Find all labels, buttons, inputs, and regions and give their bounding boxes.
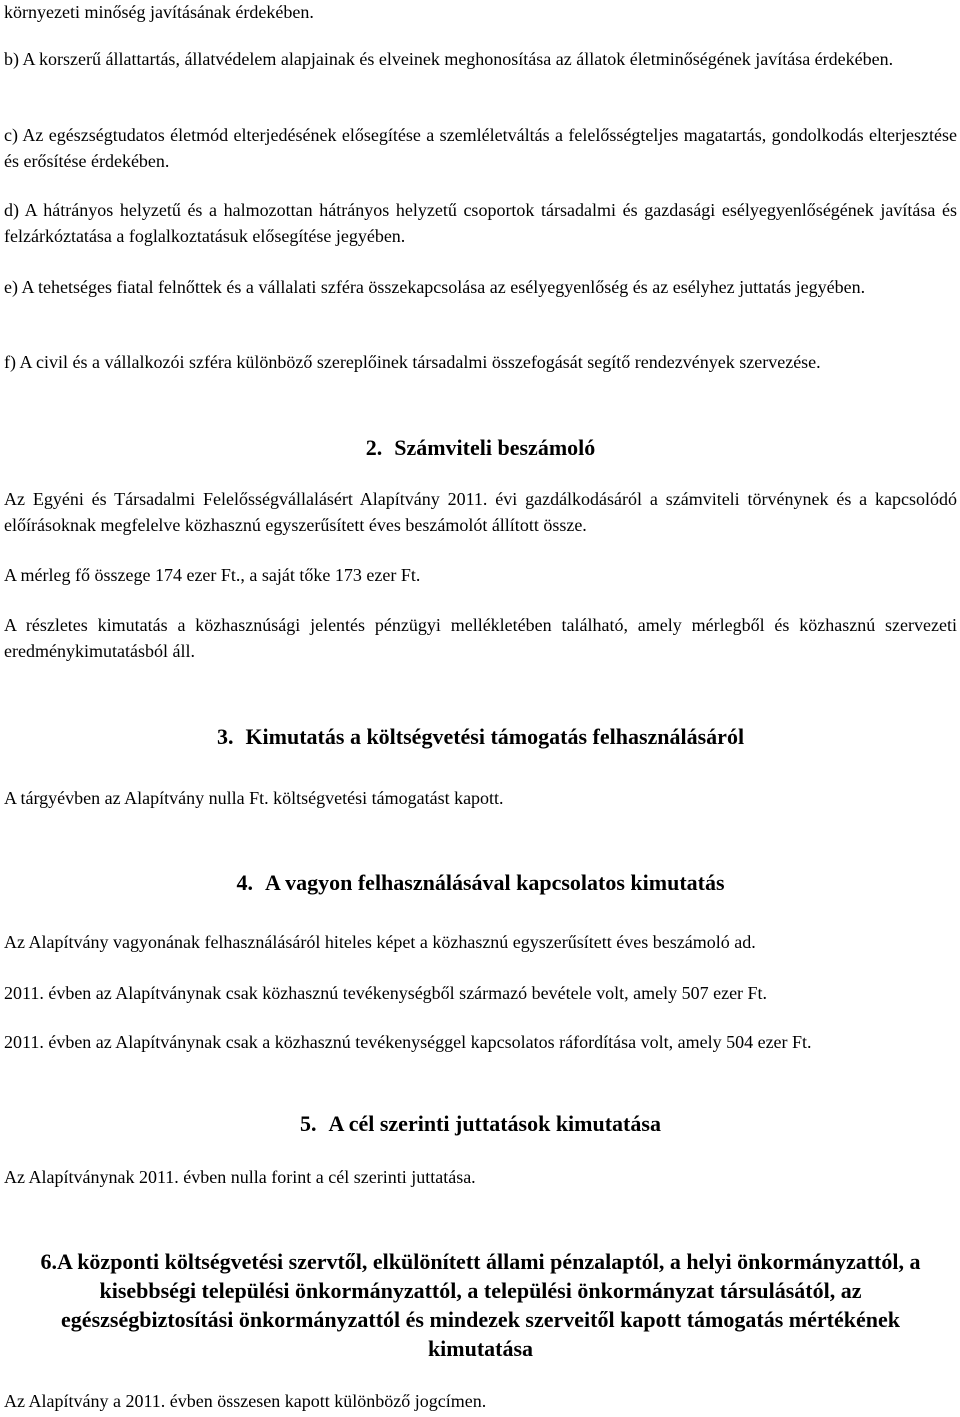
- section-4-title: A vagyon felhasználásával kapcsolatos kimutatás: [264, 870, 725, 895]
- section-5-number: 5.: [300, 1111, 317, 1136]
- section-4-paragraph-2: 2011. évben az Alapítványnak csak közhasznú tevékenységből származó bevétele volt, amely 507 ezer Ft.: [4, 983, 768, 1003]
- paragraph-item-e: e) A tehetséges fiatal felnőttek és a vállalati szféra összekapcsolása az esélyegyenlőség és az esélyhez juttatás jegyében.: [4, 277, 866, 297]
- section-5-title: A cél szerinti juttatások kimutatása: [328, 1111, 661, 1136]
- section-3-heading: [4, 723, 957, 751]
- section-4-paragraph-1: Az Alapítvány vagyonának felhasználásáról hiteles képet a közhasznú egyszerűsített éves beszámoló ad.: [4, 932, 756, 952]
- section-2-title: Számviteli beszámoló: [394, 435, 596, 460]
- section-6-title: A központi költségvetési szervtől, elkülönített állami pénzalaptól, a helyi önkormányzattól, a kisebbségi települési önkormányzattól, a települési önkormányzat társulásától, az egészségbiztosítási önkormányzattól és mindezek szerveitől kapott támogatás mértékének kimutatása: [57, 1249, 921, 1361]
- section-6-number: 6.: [40, 1249, 58, 1274]
- section-3-number: 3.: [216, 724, 234, 749]
- section-2-paragraph-2: A mérleg fő összege 174 ezer Ft., a saját tőke 173 ezer Ft.: [4, 565, 421, 585]
- paragraph-intro-tail: környezeti minőség javításának érdekében.: [4, 2, 314, 22]
- paragraph-item-b: b) A korszerű állattartás, állatvédelem alapjainak és elveinek meghonosítása az állatok életminőségének javítása érdekében.: [4, 49, 894, 69]
- section-6-paragraph-1: Az Alapítvány a 2011. évben összesen kapott különböző jogcímen.: [4, 1391, 487, 1411]
- section-4-paragraph-3: 2011. évben az Alapítványnak csak a közhasznú tevékenységgel kapcsolatos ráfordítása volt, amely 504 ezer Ft.: [4, 1032, 812, 1052]
- section-2-heading: [4, 434, 957, 462]
- paragraph-item-f: f) A civil és a vállalkozói szféra különböző szereplőinek társadalmi összefogását segítő rendezvények szervezése.: [4, 352, 821, 372]
- section-2-number: 2.: [365, 435, 383, 460]
- section-2-paragraph-3: A részletes kimutatás a közhasznúsági jelentés pénzügyi mellékletében található, amely mérlegből és közhasznú szervezeti eredménykimutatásból áll.: [4, 615, 957, 661]
- section-5-paragraph-1: Az Alapítványnak 2011. évben nulla forint a cél szerinti juttatása.: [4, 1167, 476, 1187]
- section-3-title: Kimutatás a költségvetési támogatás felhasználásáról: [245, 724, 745, 749]
- paragraph-item-d: d) A hátrányos helyzetű és a halmozottan hátrányos helyzetű csoportok társadalmi és gazdasági esélyegyenlőségének javítása és felzárkóztatása a foglalkoztatásuk elősegítése jegyében.: [4, 200, 957, 246]
- paragraph-item-c: c) Az egészségtudatos életmód elterjedésének elősegítése a szemléletváltás a felelősségteljes magatartás, gondolkodás elterjesztése és erősítése érdekében.: [4, 125, 957, 171]
- section-3-paragraph-1: A tárgyévben az Alapítvány nulla Ft. költségvetési támogatást kapott.: [4, 788, 504, 808]
- section-6-heading: [24, 1247, 937, 1363]
- section-2-paragraph-1: Az Egyéni és Társadalmi Felelősségvállalásért Alapítvány 2011. évi gazdálkodásáról a számviteli törvénynek és a kapcsolódó előírásoknak megfelelve közhasznú egyszerűsített éves beszámolót állított össze.: [4, 489, 957, 535]
- section-4-number: 4.: [236, 870, 253, 895]
- section-4-heading: [4, 869, 957, 897]
- section-5-heading: [4, 1110, 957, 1138]
